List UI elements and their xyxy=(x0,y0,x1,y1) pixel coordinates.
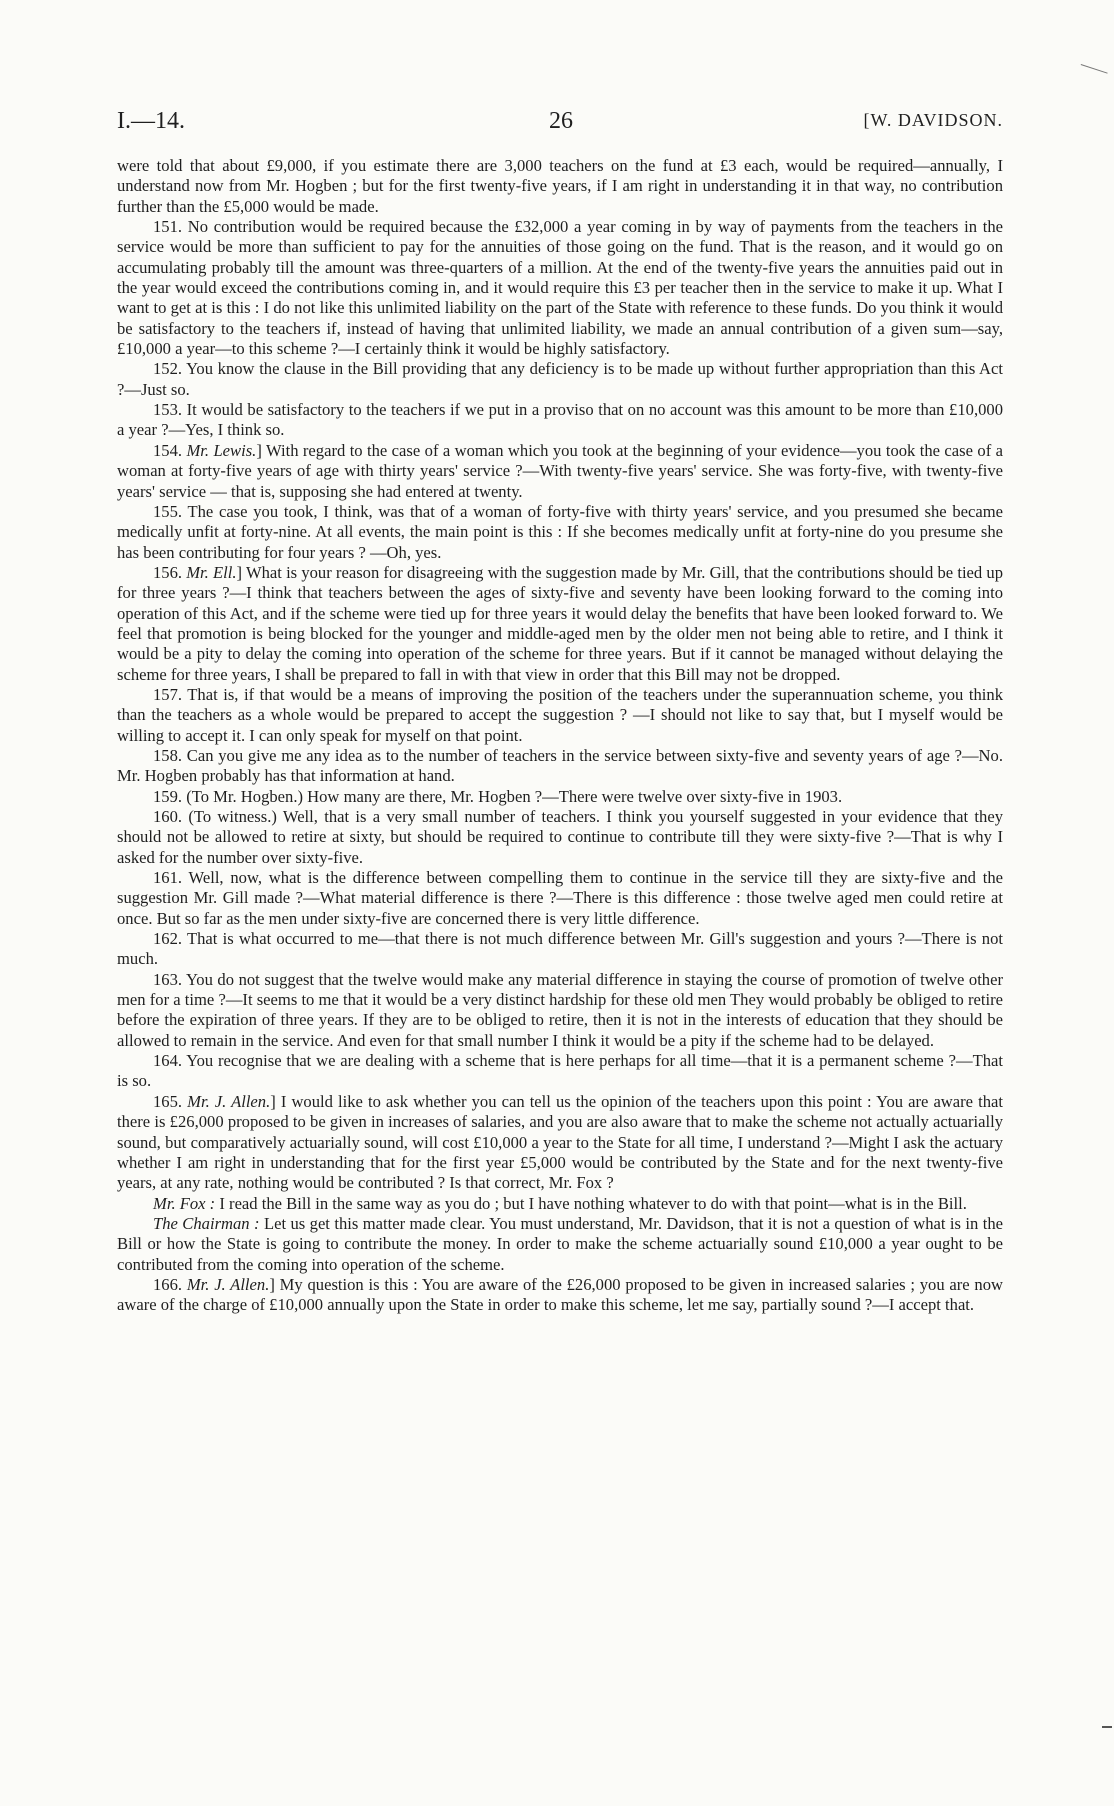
paragraph-155: 155. The case you took, I think, was that of a woman of forty-five with thirty years' service, and you presumed she became medically unfit at forty-nine. At all events, the main point is this : If she becomes medically unfit at forty-nine do you presume she has been contributing for four years ? —Oh, yes. xyxy=(117,501,1003,562)
paragraph-165: 165. Mr. J. Allen.] I would like to ask whether you can tell us the opinion of the teachers upon this point : You are aware that there is £26,000 proposed to be given in increases of salaries, and you are also aware that to make the scheme not actually actuarially sound, but comparatively actuarially sound, will cost £10,000 a year to the State for all time, I understand ?—Might I ask the actuary whether I am right in understanding that for the first year £5,000 would be contributed by the State and for the next twenty-five years, at any rate, nothing would be contributed ? Is that correct, Mr. Fox ? xyxy=(117,1091,1004,1193)
paragraph-152: 152. You know the clause in the Bill providing that any deficiency is to be made up without further appropriation than this Act ?—Just so. xyxy=(117,359,1003,399)
paragraph-166: 166. Mr. J. Allen.] My question is this : You are aware of the £26,000 proposed to be given in increased salaries ; you are now aware of the charge of £10,000 annually upon the State in order to make this scheme, let me say, partially sound ?—I accept that. xyxy=(117,1274,1004,1315)
paragraph-162: 162. That is what occurred to me—that there is not much difference between Mr. Gill's suggestion and yours ?—There is not much. xyxy=(117,929,1003,969)
paper-reference: I.—14. xyxy=(117,108,185,134)
page-corner-mark xyxy=(1076,64,1107,87)
paragraph-156: 156. Mr. Ell.] What is your reason for disagreeing with the suggestion made by Mr. Gill, that the contributions should be tied up for three years ?—I think that teachers between the ages of sixty-five and seventy have been looking forward to the coming into operation of this Act, and if the scheme were tied up for three years it would delay the benefits that have been looked forward to. We feel that promotion is being blocked for the younger and middle-aged men by the older men not being able to retire, and I think it would be a pity to delay the coming into operation of the scheme for three years. But if it cannot be managed without delaying the scheme for three years, I shall be prepared to fall in with that view in order that this Bill may not be dropped. xyxy=(117,562,1004,684)
paragraph-161: 161. Well, now, what is the difference between compelling them to continue in the service till they are sixty-five and the suggestion Mr. Gill made ?—What material difference is there ?—There is this difference : those twelve aged men could retire at once. But so far as the men under sixty-five are concerned there is very little difference. xyxy=(117,868,1003,928)
paragraph-159: 159. (To Mr. Hogben.) How many are there, Mr. Hogben ?—There were twelve over sixty-five in 1903. xyxy=(153,786,843,806)
paragraph-chairman: The Chairman : Let us get this matter made clear. You must understand, Mr. Davidson, that it is not a question of what is in the Bill or how the State is going to contribute the money. In order to make the scheme actuarially sound £10,000 a year ought to be contributed from the coming into operation of the scheme. xyxy=(117,1213,1003,1274)
speaker-name: Mr. Lewis. xyxy=(186,440,257,460)
paragraph-mr-fox: Mr. Fox : I read the Bill in the same way as you do ; but I have nothing whatever to do with that point—what is in the Bill. xyxy=(153,1193,967,1213)
speaker-name: Mr. Fox : xyxy=(153,1193,216,1213)
paragraph-153: 153. It would be satisfactory to the teachers if we put in a proviso that on no account was this amount to be more than £10,000 a year ?—Yes, I think so. xyxy=(117,400,1003,440)
paragraph-158: 158. Can you give me any idea as to the number of teachers in the service between sixty-five and seventy years of age ?—No. Mr. Hogben probably has that information at hand. xyxy=(117,745,1003,786)
paragraph-151: 151. No contribution would be required because the £32,000 a year coming in by way of payments from the teachers in the service would be more than sufficient to pay for the annuities of those going on the fund. That is the reason, and it would go on accumulating probably till the amount was three-quarters of a million. At the end of the twenty-five years the annuities paid out in the year would exceed the contributions coming in, and it would require this £3 per teacher then in the service to make it up. What I want to get at is this : I do not like this unlimited liability on the part of the State with reference to these funds. Do you think it would be satisfactory to the teachers if, instead of having that unlimited liability, we made an annual contribution of a given sum—say, £10,000 a year—to this scheme ?—I certainly think it would be highly satisfactory. xyxy=(117,217,1003,359)
speaker-name: Mr. J. Allen. xyxy=(186,1274,270,1294)
page-number: 26 xyxy=(549,108,573,134)
paragraph-160: 160. (To witness.) Well, that is a very small number of teachers. I think you yourself suggested in your evidence that they should not be allowed to retire at sixty, but should be required to continue to contribute till they were sixty-five ?—That is why I asked for the number over sixty-five. xyxy=(117,807,1003,867)
page-header xyxy=(117,108,1003,138)
speaker-name: Mr. J. Allen. xyxy=(187,1091,271,1111)
paragraph-continuation: were told that about £9,000, if you estimate there are 3,000 teachers on the fund at £3 each, would be required—annually, I understand now from Mr. Hogben ; but for the first twenty-five years, if I am right in understanding it in that way, no contribution further than the £5,000 would be made. xyxy=(117,156,1003,216)
transcript-body xyxy=(117,156,1003,1316)
paragraph-163: 163. You do not suggest that the twelve would make any material difference in staying the course of promotion of twelve other men for a time ?—It seems to me that it would be a very distinct hardship for these old men They would probably be obliged to retire before the expiration of three years. If they are to be obliged to retire, then it is not in the interests of education that they should be allowed to remain in the service. And even for that small number I think it would be a pity if the scheme had to be delayed. xyxy=(117,969,1003,1050)
paragraph-157: 157. That is, if that would be a means of improving the position of the teachers under the superannuation scheme, you think than the teachers as a whole would be prepared to accept the suggestion ? —I should not like to say that, but I myself would be willing to accept it. I can only speak for myself on that point. xyxy=(117,684,1003,745)
paragraph-154: 154. Mr. Lewis.] With regard to the case of a woman which you took at the beginning of your evidence—you took the case of a woman at forty-five years of age with thirty years' service ?—With twenty-five years' service. She was forty-five, with twenty-five years' service — that is, supposing she had entered at twenty. xyxy=(117,440,1003,501)
speaker-name: The Chairman : xyxy=(153,1213,260,1233)
speaker-name: Mr. Ell. xyxy=(186,562,237,582)
paragraph-164: 164. You recognise that we are dealing with a scheme that is here perhaps for all time—that it is a permanent scheme ?—That is so. xyxy=(117,1051,1003,1091)
page-edge-mark xyxy=(1102,1726,1112,1728)
witness-name: [W. DAVIDSON. xyxy=(863,110,1003,130)
